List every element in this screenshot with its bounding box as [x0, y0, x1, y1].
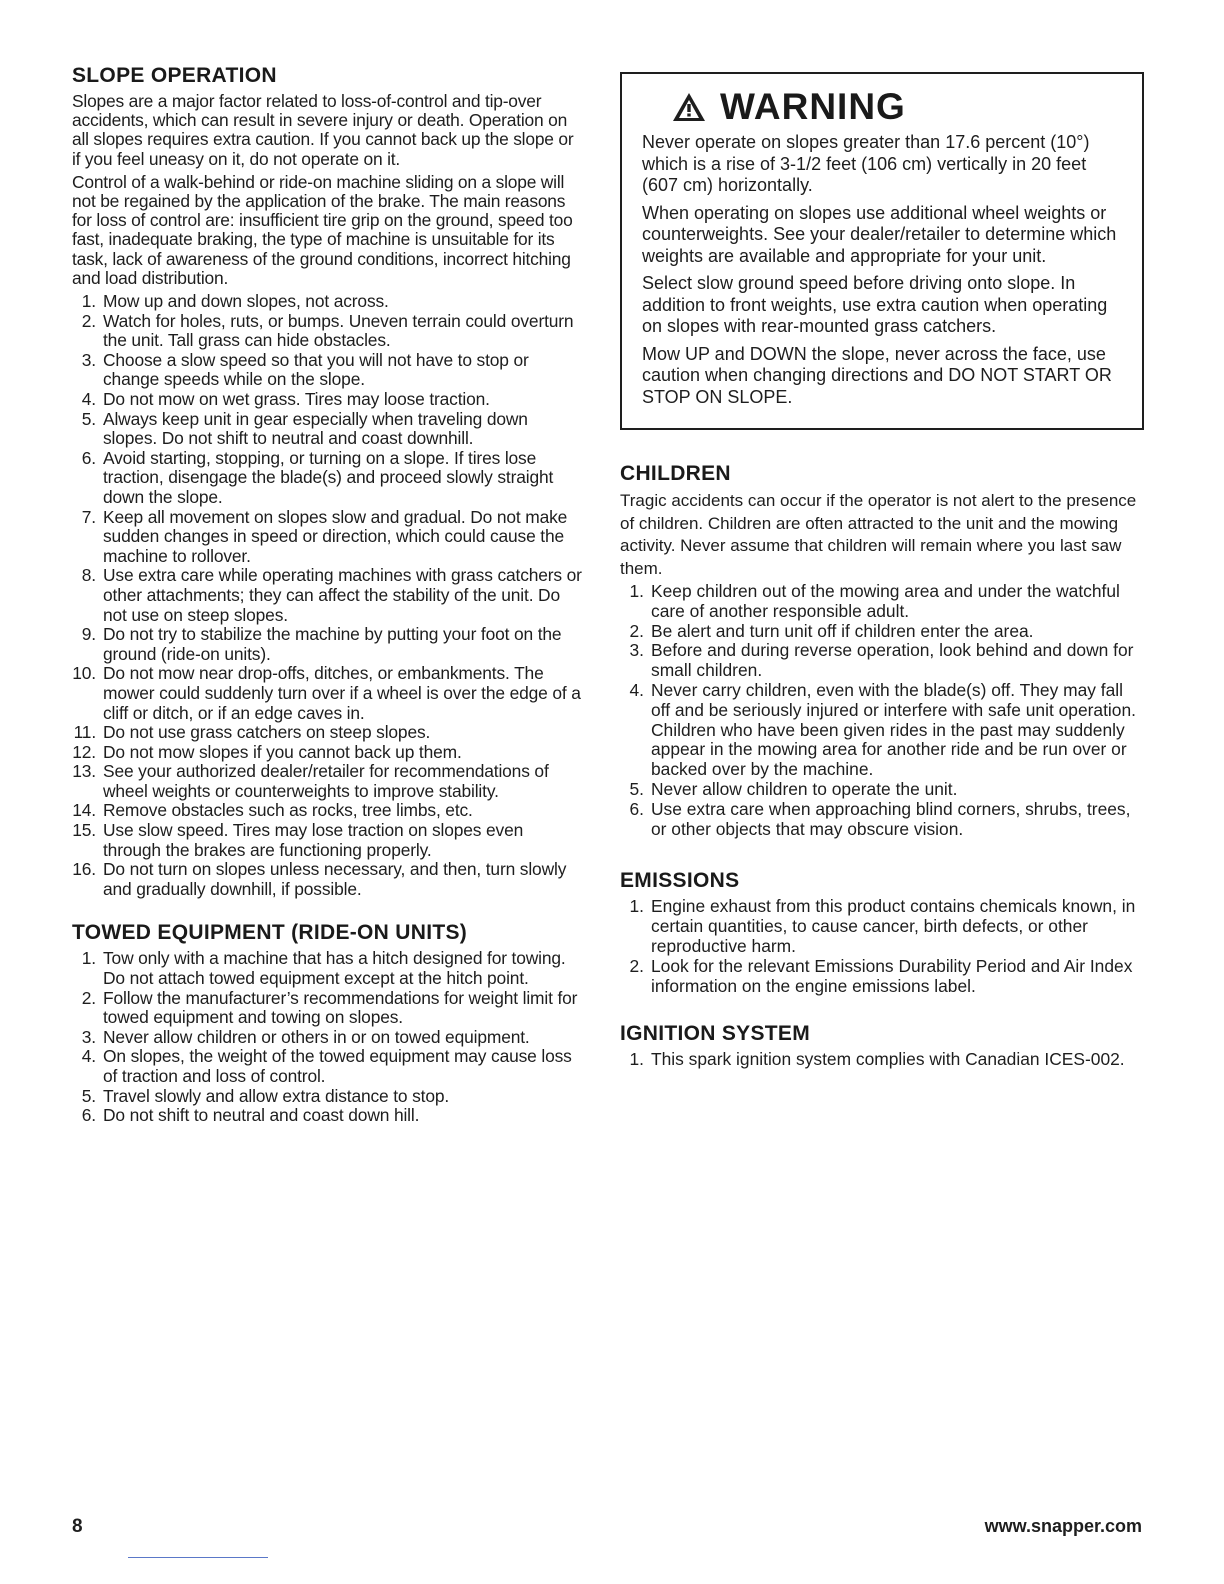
warning-paragraph: Never operate on slopes greater than 17.6 percent (10°) which is a rise of 3-1/2 feet (106 cm) vertically in 20 feet (607 cm) horizontally.: [642, 132, 1090, 195]
children-list: [620, 582, 1144, 839]
list-item: 16. Do not turn on slopes unless necessary, and then, turn slowly and gradually downhill, if possible.: [72, 859, 567, 899]
right-column: [620, 72, 1144, 1070]
slope-operation-heading: SLOPE OPERATION: [72, 64, 277, 87]
list-item: 3. Choose a slow speed so that you will not have to stop or change speeds while on the slope.: [81, 349, 529, 390]
list-item: 2. Watch for holes, ruts, or bumps. Uneven terrain could overturn the unit. Tall grass can hide obstacles.: [81, 310, 574, 351]
towed-equipment-heading: TOWED EQUIPMENT (RIDE-ON UNITS): [72, 921, 468, 945]
list-item: 14. Remove obstacles such as rocks, tree limbs, etc.: [72, 800, 473, 821]
left-column: [72, 64, 584, 1126]
list-item: 2. Follow the manufacturer’s recommendations for weight limit for towed equipment and towing on slopes.: [81, 987, 578, 1028]
list-item: 1. This spark ignition system complies with Canadian ICES-002.: [629, 1049, 1125, 1070]
warning-title-text: WARNING: [720, 86, 906, 127]
warning-title: [672, 86, 1122, 128]
ignition-list: [620, 1050, 1144, 1070]
list-item: 4. Never carry children, even with the blade(s) off. They may fall off and be seriously injured or interfere with safe unit operation. Children who have been given rides in the past may suddenly appear in the mowing area for another ride and be run over or backed over by the machine.: [629, 679, 1136, 780]
footer-underline-mark: [128, 1557, 268, 1558]
warning-triangle-icon: [672, 92, 706, 122]
list-item: 1. Keep children out of the mowing area and under the watchful care of another responsible adult.: [629, 581, 1120, 621]
slope-list: [72, 292, 584, 899]
list-item: 7. Keep all movement on slopes slow and gradual. Do not make sudden changes in speed or direction, which could cause the machine to rollover.: [81, 506, 568, 566]
list-item: 4. Do not mow on wet grass. Tires may loose traction.: [81, 389, 490, 409]
children-intro: Tragic accidents can occur if the operator is not alert to the presence of children. Children are often attracted to the unit and the mowing activity. Never assume that children will remain where you last saw them.: [620, 491, 1137, 578]
list-item: 3. Before and during reverse operation, look behind and down for small children.: [629, 640, 1134, 681]
list-item: 4. On slopes, the weight of the towed equipment may cause loss of traction and loss of control.: [81, 1046, 572, 1086]
slope-control-paragraph: Control of a walk-behind or ride-on machine sliding on a slope will not be regained by the application of the brake. The main reasons for loss of control are: insufficient tire grip on the ground, speed too fast, inadequate braking, the type of machine is unsuitable for its task, lack of awareness of the ground conditions, incorrect hitching and load distribution.: [72, 171, 573, 288]
list-item: 9. Do not try to stabilize the machine by putting your foot on the ground (ride-on units).: [81, 624, 562, 664]
list-item: 6. Do not shift to neutral and coast down hill.: [81, 1105, 420, 1126]
children-heading: CHILDREN: [620, 462, 731, 485]
list-item: 10. Do not mow near drop-offs, ditches, or embankments. The mower could suddenly turn over if a wheel is over the edge of a cliff or ditch, or if an edge caves in.: [72, 663, 581, 723]
slope-intro-paragraph: Slopes are a major factor related to loss-of-control and tip-over accidents, which can result in severe injury or death. Operation on all slopes requires extra caution. If you cannot back up the slope or if you feel uneasy on it, do not operate on it.: [72, 91, 574, 169]
list-item: 1. Mow up and down slopes, not across.: [81, 291, 389, 312]
ignition-system-heading: IGNITION SYSTEM: [620, 1022, 811, 1046]
list-item: 5. Always keep unit in gear especially when traveling down slopes. Do not shift to neutral and coast downhill.: [81, 408, 528, 449]
emissions-list: [620, 897, 1144, 996]
emissions-heading: EMISSIONS: [620, 869, 740, 893]
warning-paragraph: Mow UP and DOWN the slope, never across the face, use caution when changing directions and DO NOT START OR STOP ON SLOPE.: [642, 343, 1112, 407]
list-item: 15. Use slow speed. Tires may lose traction on slopes even through the brakes are functioning properly.: [72, 820, 524, 860]
list-item: 3. Never allow children or others in or on towed equipment.: [81, 1026, 530, 1047]
list-item: 1. Engine exhaust from this product contains chemicals known, in certain quantities, to cause cancer, birth defects, or other reproductive harm.: [629, 896, 1136, 956]
warning-box: [620, 72, 1144, 430]
list-item: 13. See your authorized dealer/retailer for recommendations of wheel weights or counterweights to improve stability.: [72, 761, 549, 801]
list-item: 2. Look for the relevant Emissions Durability Period and Air Index information on the engine emissions label.: [629, 955, 1133, 996]
list-item: 8. Use extra care while operating machines with grass catchers or other attachments; they can affect the stability of the unit. Do not use on steep slopes.: [81, 565, 582, 625]
list-item: 6. Avoid starting, stopping, or turning on a slope. If tires lose traction, disengage the blade(s) and proceed slowly straight down the slope.: [81, 447, 554, 507]
list-item: 1. Tow only with a machine that has a hitch designed for towing. Do not attach towed equipment except at the hitch point.: [81, 948, 566, 989]
towed-list: [72, 949, 584, 1125]
list-item: 6. Use extra care when approaching blind corners, shrubs, trees, or other objects that may obscure vision.: [629, 798, 1131, 839]
list-item: 5. Never allow children to operate the unit.: [629, 778, 958, 799]
footer-url-link[interactable]: www.snapper.com: [984, 1516, 1142, 1536]
warning-paragraph: Select slow ground speed before driving onto slope. In addition to front weights, use extra caution when operating on slopes with rear-mounted grass catchers.: [642, 273, 1108, 336]
list-item: 11. Do not use grass catchers on steep slopes.: [73, 722, 431, 743]
list-item: 5. Travel slowly and allow extra distance to stop.: [81, 1085, 450, 1106]
list-item: 2. Be alert and turn unit off if children enter the area.: [629, 620, 1034, 641]
page-number: 8: [72, 1516, 83, 1537]
list-item: 12. Do not mow slopes if you cannot back up them.: [72, 741, 462, 762]
warning-paragraph: When operating on slopes use additional wheel weights or counterweights. See your dealer/retailer to determine which weights are available and appropriate for your unit.: [642, 202, 1117, 266]
